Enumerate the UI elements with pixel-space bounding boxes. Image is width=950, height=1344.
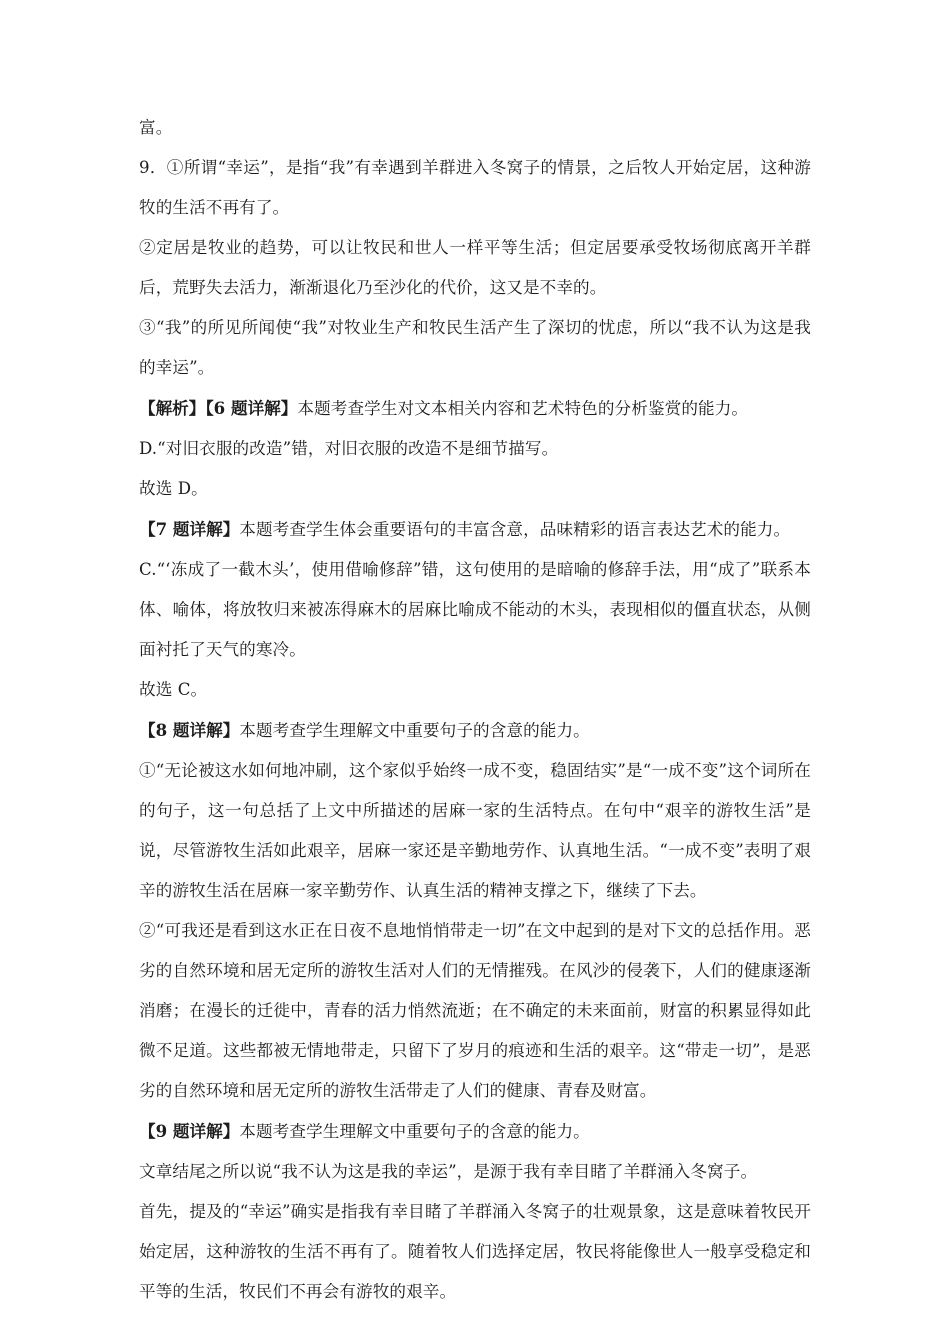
paragraph-analysis-question-8 <box>139 710 811 751</box>
analysis-label-question-9: 【9 题详解】 <box>139 1121 240 1141</box>
paragraph-question-9-point-2: ②定居是牧业的趋势，可以让牧民和世人一样平等生活；但定居要承受牧场彻底离开羊群后，荒野失去活力，渐渐退化乃至沙化的代价，这又是不幸的。 <box>139 238 811 297</box>
paragraph-answer-c: 故选 C。 <box>139 680 208 699</box>
document-text-body <box>139 108 811 1312</box>
paragraph-analysis-question-6 <box>139 388 811 429</box>
paragraph-fu: 富。 <box>139 118 173 137</box>
paragraph-question-9-explanation-2: 首先，提及的“幸运”确实是指我有幸目睹了羊群涌入冬窝子的壮观景象，这是意味着牧民开始定居，这种游牧的生活不再有了。随着牧人们选择定居，牧民将能像世人一般享受稳定和平等的生活，牧民们不再会有游牧的艰辛。 <box>139 1202 811 1301</box>
paragraph-option-c: C.“‘冻成了一截木头’，使用借喻修辞”错，这句使用的是暗喻的修辞手法，用“成了”联系本体、喻体，将放牧归来被冻得麻木的居麻比喻成不能动的木头，表现相似的僵直状态，从侧面衬托了天气的寒冷。 <box>139 560 811 659</box>
paragraph-option-d: D.“对旧衣服的改造”错，对旧衣服的改造不是细节描写。 <box>139 439 559 458</box>
paragraph-question-9-point-3: ③“我”的所见所闻使“我”对牧业生产和牧民生活产生了深切的忧虑，所以“我不认为这是我的幸运”。 <box>139 318 811 377</box>
analysis-label-question-7: 【7 题详解】 <box>139 519 240 539</box>
analysis-label-question-6: 【解析】【6 题详解】 <box>139 398 298 418</box>
paragraph-question-8-point-1: ①“无论被这水如何地冲刷，这个家似乎始终一成不变，稳固结实”是“一成不变”这个词所在的句子，这一句总括了上文中所描述的居麻一家的生活特点。在句中“艰辛的游牧生活”是说，尽管游牧生活如此艰辛，居麻一家还是辛勤地劳作、认真地生活。“一成不变”表明了艰辛的游牧生活在居麻一家辛勤劳作、认真生活的精神支撑之下，继续了下去。 <box>139 761 811 900</box>
analysis-text-question-9: 本题考查学生理解文中重要句子的含意的能力。 <box>239 1122 590 1141</box>
paragraph-question-8-point-2: ②“可我还是看到这水正在日夜不息地悄悄带走一切”在文中起到的是对下文的总括作用。恶劣的自然环境和居无定所的游牧生活对人们的无情摧残。在风沙的侵袭下，人们的健康逐渐消磨；在漫长的迁徙中，青春的活力悄然流逝；在不确定的未来面前，财富的积累显得如此微不足道。这些都被无情地带走，只留下了岁月的痕迹和生活的艰辛。这“带走一切”，是恶劣的自然环境和居无定所的游牧生活带走了人们的健康、青春及财富。 <box>139 921 811 1100</box>
paragraph-question-9-explanation-1: 文章结尾之所以说“我不认为这是我的幸运”，是源于我有幸目睹了羊群涌入冬窝子。 <box>139 1162 758 1181</box>
analysis-text-question-6: 本题考查学生对文本相关内容和艺术特色的分析鉴赏的能力。 <box>297 399 749 418</box>
paragraph-answer-d: 故选 D。 <box>139 479 208 498</box>
analysis-text-question-7: 本题考查学生体会重要语句的丰富含意，品味精彩的语言表达艺术的能力。 <box>239 520 791 539</box>
paragraph-analysis-question-9 <box>139 1111 811 1152</box>
paragraph-analysis-question-7 <box>139 509 811 550</box>
analysis-text-question-8: 本题考查学生理解文中重要句子的含意的能力。 <box>239 721 590 740</box>
analysis-label-question-8: 【8 题详解】 <box>139 720 240 740</box>
paragraph-question-9-point-1: 9．①所谓“幸运”，是指“我”有幸遇到羊群进入冬窝子的情景，之后牧人开始定居，这种游牧的生活不再有了。 <box>139 158 811 217</box>
